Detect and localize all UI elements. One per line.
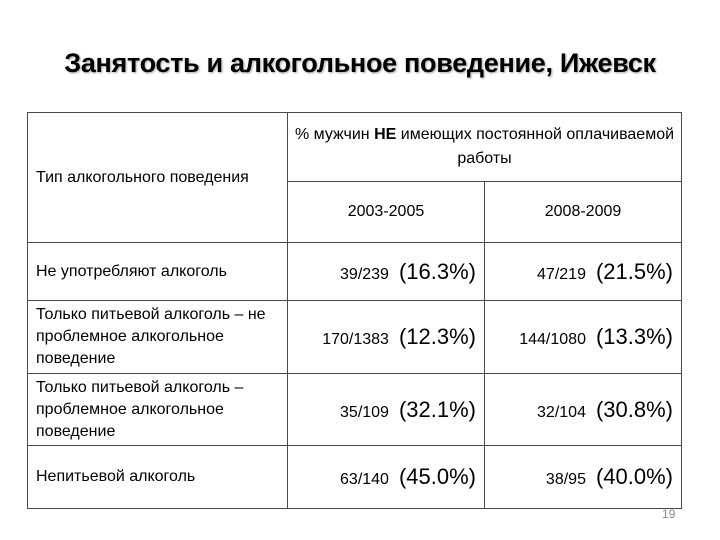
table-row: [28, 374, 682, 446]
value-cell: [485, 374, 682, 446]
percent-value: (21.5%): [595, 258, 674, 284]
header-row: [28, 113, 682, 182]
fraction-value: 32/104: [537, 403, 586, 421]
group-header: [288, 113, 682, 182]
group-header-pre: % мужчин: [294, 126, 375, 143]
percent-value: (12.3%): [398, 324, 476, 349]
percent-value: (13.3%): [595, 324, 674, 349]
fraction-value: 38/95: [545, 471, 586, 488]
period-header-2: 2008-2009: [485, 182, 682, 243]
table-row: [28, 446, 682, 509]
percent-value: (40.0%): [595, 464, 674, 489]
table-row: [28, 301, 682, 374]
slide-title: Занятость и алкогольное поведение, Ижевск: [64, 48, 656, 78]
row-label: Непитьевой алкоголь: [28, 446, 288, 509]
fraction-value: 39/239: [340, 265, 389, 283]
page-number: 19: [662, 507, 676, 521]
group-header-post: имеющих постоянной оплачиваемой работы: [396, 126, 675, 167]
value-cell: [288, 446, 485, 509]
percent-value: (32.1%): [398, 396, 476, 422]
percent-value: (16.3%): [398, 258, 476, 284]
value-cell: [485, 243, 682, 301]
row-label: Только питьевой алкоголь – не проблемное алкогольное поведение: [28, 301, 288, 374]
row-label: Не употребляют алкоголь: [28, 243, 288, 301]
table-row: [28, 243, 682, 301]
group-header-emphasis: НЕ: [374, 126, 397, 143]
value-cell: [485, 446, 682, 509]
value-cell: [288, 301, 485, 374]
fraction-value: 144/1080: [519, 331, 586, 348]
fraction-value: 47/219: [537, 265, 586, 283]
period-header-1: 2003-2005: [288, 182, 485, 243]
fraction-value: 170/1383: [322, 331, 389, 348]
col-type-header-label: Тип алкогольного поведения: [36, 168, 249, 186]
employment-alcohol-table: [27, 112, 682, 509]
percent-value: (45.0%): [398, 464, 476, 489]
col-type-header: [28, 113, 288, 243]
value-cell: [288, 243, 485, 301]
percent-value: (30.8%): [595, 396, 674, 422]
row-label: Только питьевой алкоголь – проблемное алкогольное поведение: [28, 374, 288, 446]
value-cell: [485, 301, 682, 374]
value-cell: [288, 374, 485, 446]
fraction-value: 35/109: [340, 403, 389, 421]
fraction-value: 63/140: [340, 471, 389, 488]
